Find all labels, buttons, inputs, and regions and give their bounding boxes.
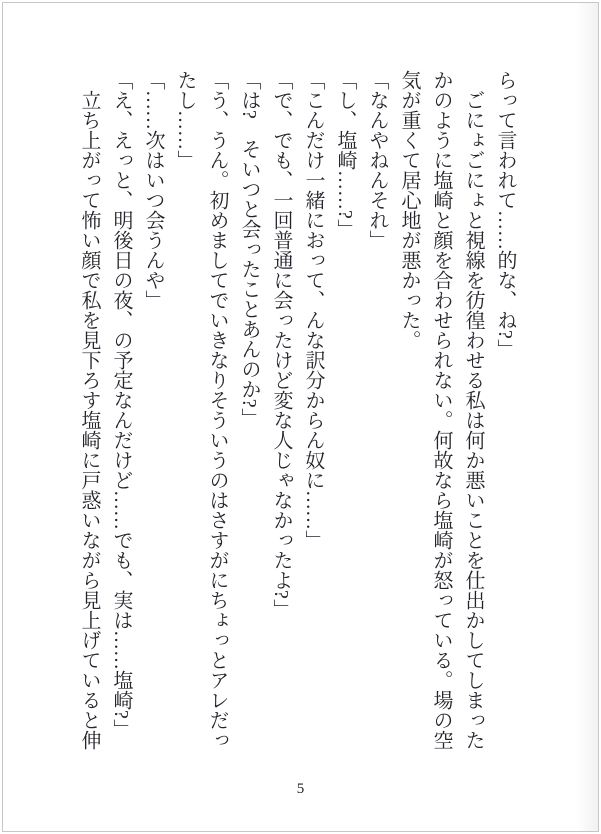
- text-line: かのように塩崎と顔を合わせられない。何故なら塩崎が怒っている。場の空: [430, 70, 452, 750]
- text-line: 「え、えっと、明後日の夜、の予定なんだけど……でも、実は……塩崎?」: [110, 70, 132, 739]
- text-line: ごにょごにょと視線を彷徨わせる私は何か悪いことを仕出かしてしまった: [462, 90, 484, 750]
- text-line: 「……次はいつ会うんや」: [142, 70, 164, 310]
- text-line: 「こんだけ一緒におって、んな訳分からん奴に……」: [302, 70, 324, 550]
- text-line: らって言われて……的な、ね?」: [494, 70, 516, 359]
- text-line: たし……」: [174, 70, 196, 170]
- text-line: 「し、塩崎……?」: [334, 70, 356, 239]
- text-line: 「は? そいつと会ったことあんのか?」: [238, 70, 260, 428]
- page-edge-shade: [576, 3, 598, 831]
- text-line: 立ち上がって怖い顔で私を見下ろす塩崎に戸惑いながら見上げていると伸: [78, 90, 100, 750]
- page-number: 5: [296, 781, 305, 797]
- text-line: 「う、うん。初めましてでいきなりそういうのはさすがにちょっとアレだっ: [206, 70, 228, 750]
- text-line: 「なんやねんそれ」: [366, 70, 388, 250]
- text-line: 「で、でも、一回普通に会ったけど変な人じゃなかったよ?」: [270, 70, 292, 619]
- text-line: 気が重くて居心地が悪かった。: [398, 70, 420, 350]
- vertical-text-body: [73, 70, 521, 758]
